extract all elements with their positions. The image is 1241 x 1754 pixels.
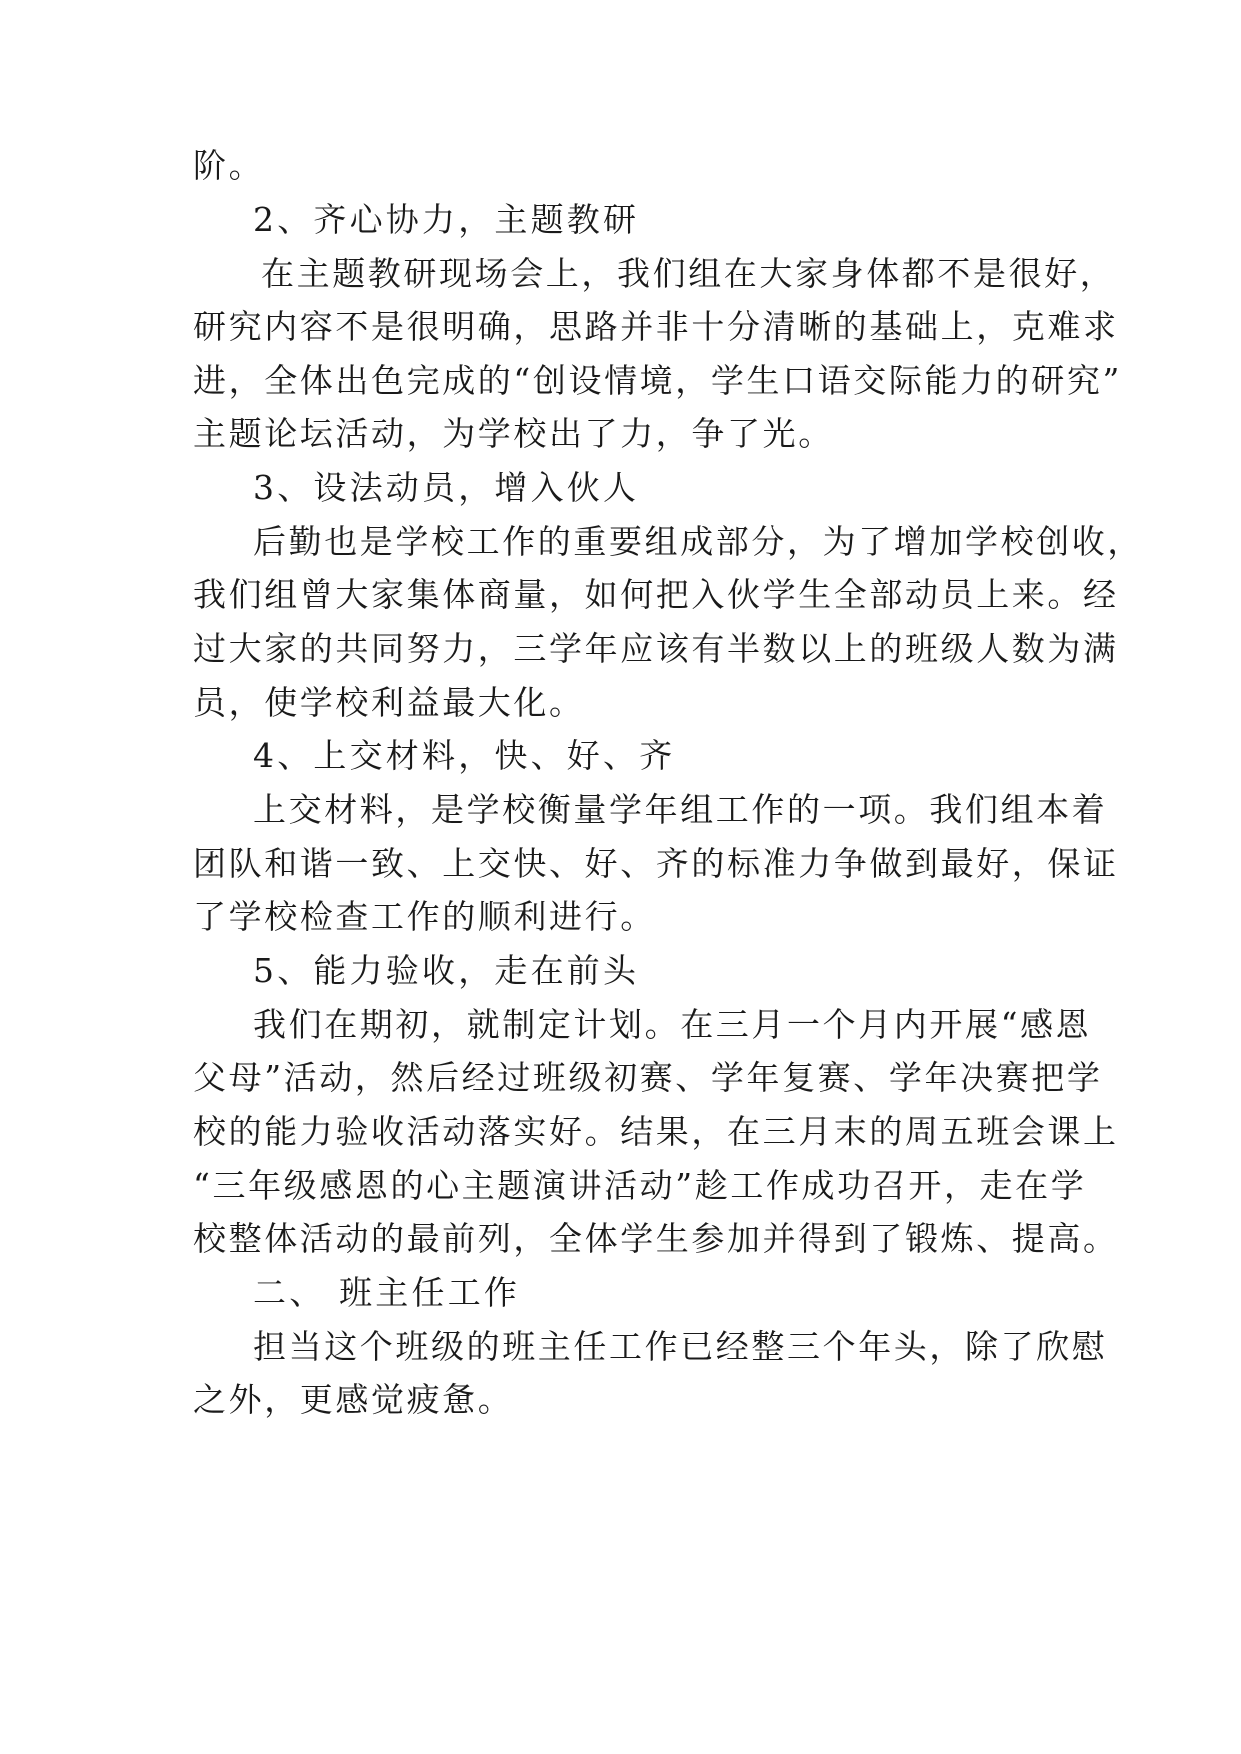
text-line: 阶。 [193,146,265,185]
section-heading: 4、上交材料，快、好、齐 [253,736,676,775]
text-line: 研究内容不是很明确，思路并非十分清晰的基础上，克难求 [193,307,1119,346]
section-heading: 二、 班主任工作 [253,1273,521,1312]
text-line: 主题论坛活动，为学校出了力，争了光。 [193,414,834,453]
text-line: 之外，更感觉疲惫。 [193,1380,514,1419]
text-line: 了学校检查工作的顺利进行。 [193,897,656,936]
text-line: 父母”活动，然后经过班级初赛、学年复赛、学年决赛把学 [193,1058,1103,1097]
text-line: 担当这个班级的班主任工作已经整三个年头，除了欣慰 [253,1327,1108,1366]
text-line: “三年级感恩的心主题演讲活动”趁工作成功召开，走在学 [193,1166,1087,1205]
text-line: 校整体活动的最前列，全体学生参加并得到了锻炼、提高。 [193,1219,1119,1258]
text-line: 过大家的共同努力，三学年应该有半数以上的班级人数为满 [193,629,1119,668]
text-line: 后勤也是学校工作的重要组成部分，为了增加学校创收， [253,522,1143,561]
text-line: 在主题教研现场会上，我们组在大家身体都不是很好， [261,254,1116,293]
text-line: 员，使学校利益最大化。 [193,683,585,722]
text-line: 我们组曾大家集体商量，如何把入伙学生全部动员上来。经 [193,575,1119,614]
text-line: 校的能力验收活动落实好。结果，在三月末的周五班会课上 [193,1112,1119,1151]
text-line: 团队和谐一致、上交快、好、齐的标准力争做到最好，保证 [193,844,1119,883]
text-line: 上交材料，是学校衡量学年组工作的一项。我们组本着 [253,790,1108,829]
section-heading: 2、齐心协力，主题教研 [253,200,640,239]
section-heading: 5、能力验收，走在前头 [253,951,640,990]
text-line: 我们在期初，就制定计划。在三月一个月内开展“感恩 [253,1005,1092,1044]
text-line: 进，全体出色完成的“创设情境，学生口语交际能力的研究” [193,361,1122,400]
section-heading: 3、设法动员，增入伙人 [253,468,640,507]
